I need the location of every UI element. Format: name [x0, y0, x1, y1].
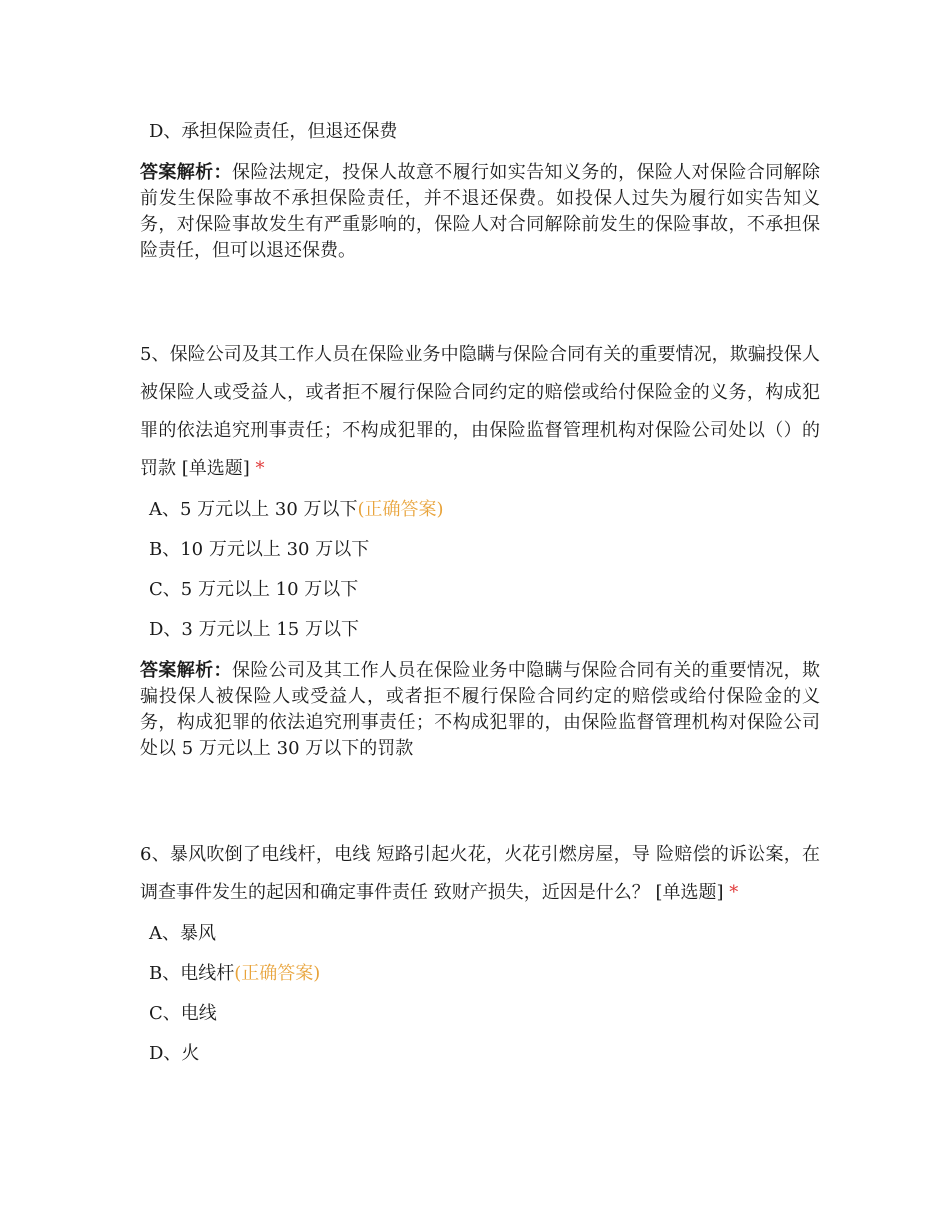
q5-option-d [149, 618, 820, 642]
q4-option-d [149, 120, 820, 144]
q5-option-a [149, 498, 820, 522]
option-label: A、暴风 [149, 923, 216, 944]
q5-question-text [140, 336, 820, 488]
question-text: 6、暴风吹倒了电线杆，电线 短路引起火花，火花引燃房屋，导 险赔偿的诉讼案，在调查事件发生的起因和确定事件责任 致财产损失，近因是什么？ [单选题] [140, 844, 820, 903]
explanation-label: 答案解析： [140, 660, 232, 681]
option-label: D、火 [149, 1043, 200, 1064]
q5-option-b [149, 538, 820, 562]
question-4-block [140, 120, 820, 264]
q6-question-text [140, 836, 820, 912]
q6-option-b [149, 962, 820, 986]
question-6-block [140, 836, 820, 1066]
required-mark: * [255, 458, 265, 479]
required-mark: * [729, 882, 739, 903]
option-label: B、电线杆 [149, 963, 235, 984]
correct-answer-tag: (正确答案) [357, 499, 444, 520]
q5-explanation [140, 658, 820, 762]
correct-answer-tag: (正确答案) [234, 963, 321, 984]
option-label: D、承担保险责任，但退还保费 [149, 121, 398, 142]
question-text: 5、保险公司及其工作人员在保险业务中隐瞒与保险合同有关的重要情况，欺骗投保人被保险人或受益人，或者拒不履行保险合同约定的赔偿或给付保险金的义务，构成犯罪的依法追究刑事责任；不构成犯罪的，由保险监督管理机构对保险公司处以（）的罚款 [单选题] [140, 344, 820, 479]
option-label: C、电线 [149, 1003, 217, 1024]
explanation-label: 答案解析： [140, 162, 232, 183]
q6-option-a [149, 922, 820, 946]
option-label: C、5 万元以上 10 万以下 [149, 579, 359, 600]
document-content [140, 120, 820, 1082]
explanation-text: 保险公司及其工作人员在保险业务中隐瞒与保险合同有关的重要情况，欺骗投保人被保险人或受益人，或者拒不履行保险合同约定的赔偿或给付保险金的义务，构成犯罪的依法追究刑事责任；不构成犯罪的，由保险监督管理机构对保险公司处以 5 万元以上 30 万以下的罚款 [140, 660, 821, 759]
option-label: A、5 万元以上 30 万以下 [149, 499, 358, 520]
explanation-text: 保险法规定，投保人故意不履行如实告知义务的，保险人对保险合同解除前发生保险事故不承担保险责任，并不退还保费。如投保人过失为履行如实告知义务，对保险事故发生有严重影响的，保险人对合同解除前发生的保险事故，不承担保险责任，但可以退还保费。 [140, 162, 821, 261]
q4-explanation [140, 160, 820, 264]
option-label: B、10 万元以上 30 万以下 [149, 539, 370, 560]
q6-option-d [149, 1042, 820, 1066]
q5-option-c [149, 578, 820, 602]
option-label: D、3 万元以上 15 万以下 [149, 619, 359, 640]
question-5-block [140, 336, 820, 762]
q6-option-c [149, 1002, 820, 1026]
